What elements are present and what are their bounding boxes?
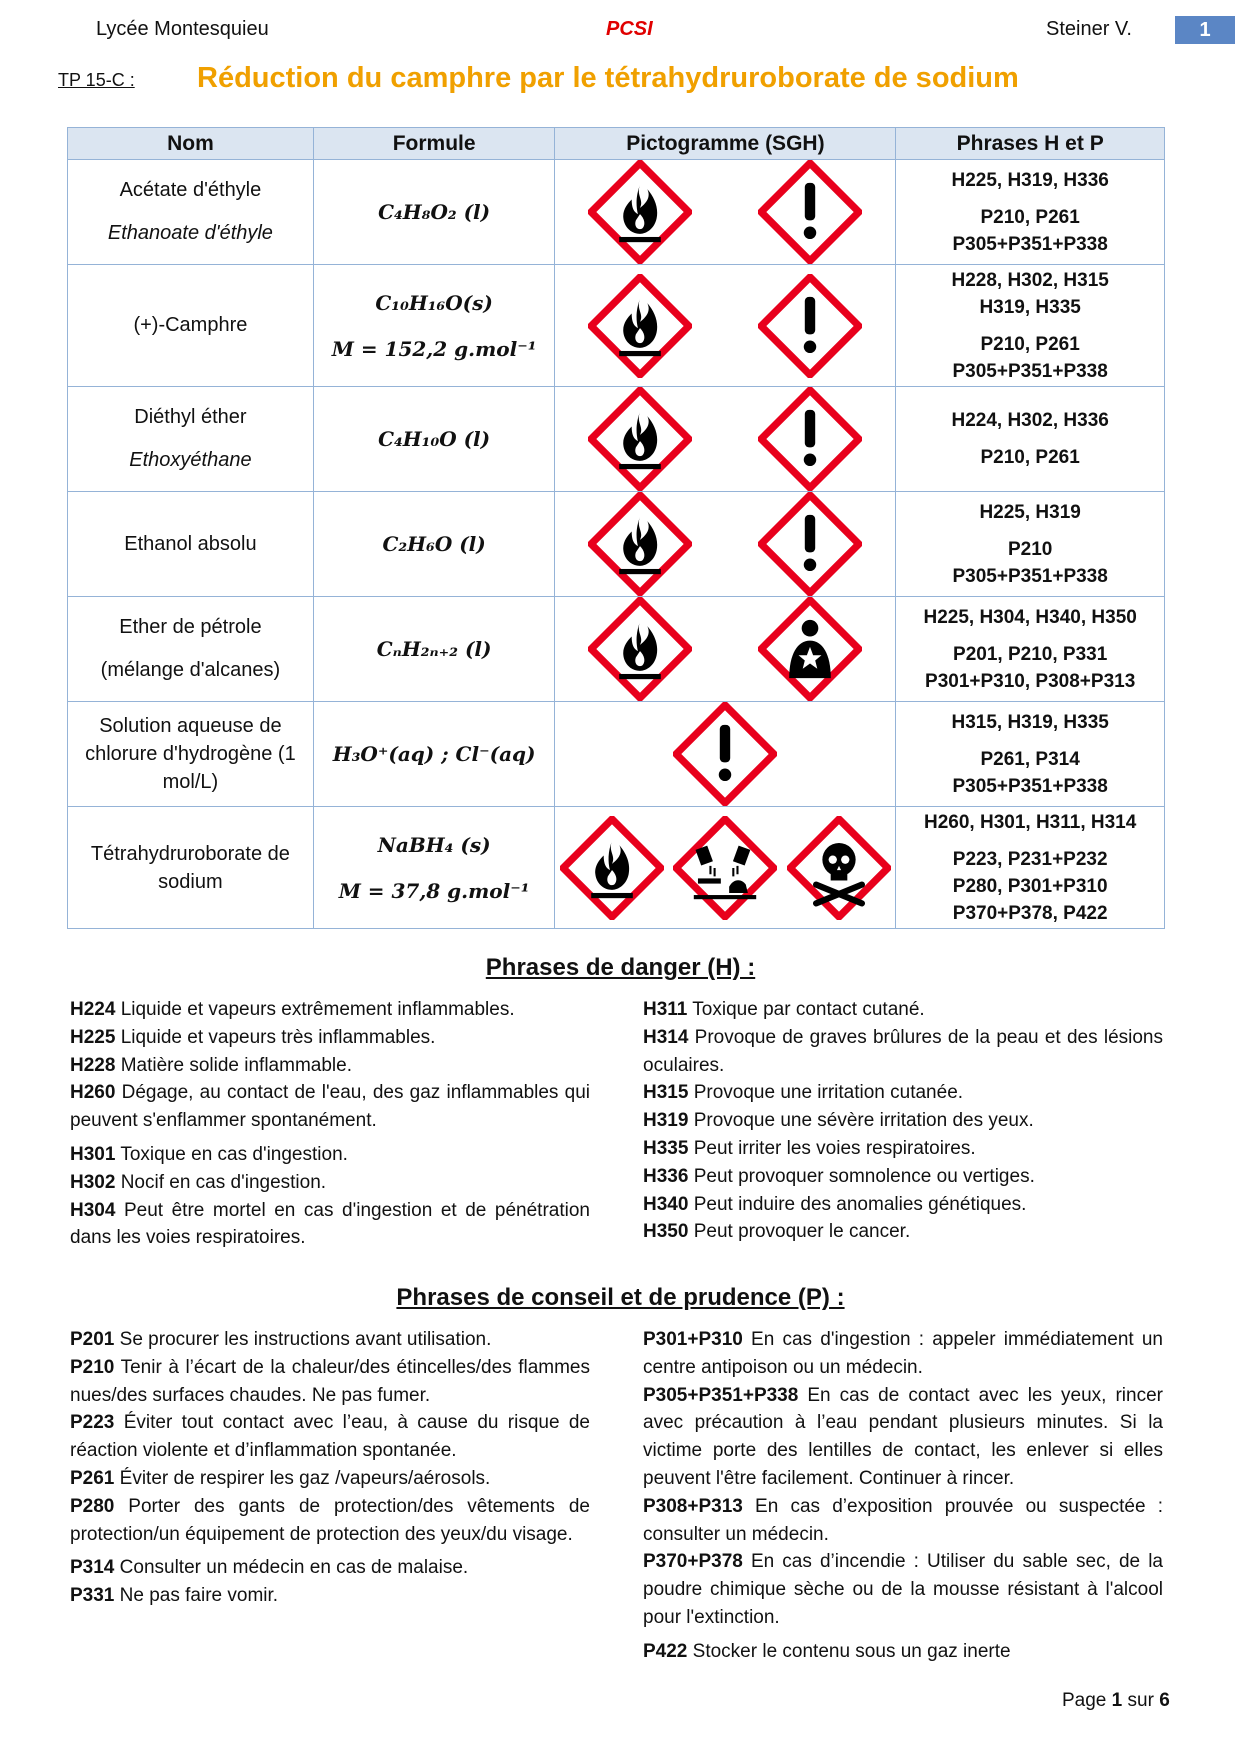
flame-icon xyxy=(588,274,692,378)
p-phrases: P370+P378, P422 xyxy=(952,902,1108,924)
phrase-item xyxy=(643,1218,1163,1246)
phrase-code: H336 xyxy=(643,1165,689,1187)
h-phrases: H225, H304, H340, H350 xyxy=(923,606,1137,628)
formula-cell xyxy=(313,265,555,387)
phrase-code: H228 xyxy=(70,1054,116,1076)
phrase-code: P223 xyxy=(70,1412,115,1434)
phrase-code: P331 xyxy=(70,1585,115,1607)
phrase-text: En cas d’exposition prouvée ou suspectée : consulter un médecin. xyxy=(643,1495,1163,1545)
phrases-cell xyxy=(896,807,1165,929)
phrase-item xyxy=(70,1079,590,1135)
page-title: Réduction du camphre par le tétrahydruroborate de sodium xyxy=(197,62,1019,94)
table-row xyxy=(68,597,1165,702)
phrases-cell xyxy=(896,597,1165,702)
phrase-code: H304 xyxy=(70,1199,116,1221)
phrase-item xyxy=(643,1326,1163,1382)
exclamation-icon xyxy=(758,492,862,596)
h-phrases: H260, H301, H311, H314 xyxy=(924,811,1137,833)
phrase-code: P201 xyxy=(70,1329,115,1350)
phrase-item xyxy=(643,996,1163,1024)
phrase-code: P280 xyxy=(70,1495,115,1517)
phrase-code: H311 xyxy=(643,999,688,1020)
phrase-item xyxy=(643,1107,1163,1135)
phrase-code: P305+P351+P338 xyxy=(643,1384,799,1406)
page-footer xyxy=(1062,1690,1170,1712)
formula: C₁₀H₁₆O(s) xyxy=(375,290,493,315)
phrase-code: H224 xyxy=(70,999,116,1020)
table-row xyxy=(68,807,1165,929)
name-cell xyxy=(68,597,314,702)
formula: C₂H₆O (l) xyxy=(382,532,486,556)
compound-name: Diéthyl éther xyxy=(134,406,247,428)
flame-icon xyxy=(588,387,692,491)
phrase-text: Peut induire des anomalies génétiques. xyxy=(688,1193,1027,1215)
phrase-code: H260 xyxy=(70,1082,116,1104)
phrase-text: Consulter un médecin en cas de malaise. xyxy=(114,1557,469,1579)
p-phrases: P210, P261 xyxy=(980,206,1080,228)
formula: CₙH₂ₙ₊₂ (l) xyxy=(376,637,492,661)
phrase-code: P314 xyxy=(70,1557,115,1579)
p-phrases: P305+P351+P338 xyxy=(952,360,1108,382)
footer-prefix: Page xyxy=(1062,1690,1112,1711)
p-phrases: P280, P301+P310 xyxy=(952,875,1108,897)
formula-cell xyxy=(313,387,555,492)
phrase-item xyxy=(70,1409,590,1465)
table-row xyxy=(68,265,1165,387)
flame-icon xyxy=(588,160,692,264)
pictogram-cell xyxy=(555,807,896,929)
phrase-code: H319 xyxy=(643,1110,689,1132)
exclamation-icon xyxy=(758,387,862,491)
phrase-text: Stocker le contenu sous un gaz inerte xyxy=(687,1640,1011,1662)
phrase-item xyxy=(70,1169,590,1197)
danger-left-column xyxy=(70,996,590,1252)
footer-mid: sur xyxy=(1122,1690,1160,1711)
flame-icon xyxy=(588,597,692,701)
phrase-text: Se procurer les instructions avant utilisation. xyxy=(114,1329,492,1350)
compound-name: Ethanol absolu xyxy=(124,532,257,555)
h-phrases: H315, H319, H335 xyxy=(951,711,1109,733)
p-phrases: P305+P351+P338 xyxy=(952,775,1108,797)
formula: C₄H₁₀O (l) xyxy=(378,427,491,451)
p-phrases: P301+P310, P308+P313 xyxy=(925,670,1136,692)
phrase-text: Peut provoquer somnolence ou vertiges. xyxy=(688,1165,1035,1187)
phrases-cell xyxy=(896,387,1165,492)
molar-mass: M = 37,8 g.mol⁻¹ xyxy=(338,878,530,903)
header-nom: Nom xyxy=(68,128,314,160)
formula-cell xyxy=(313,160,555,265)
phrase-code: H301 xyxy=(70,1143,116,1165)
name-cell xyxy=(68,702,314,807)
flame-icon xyxy=(588,492,692,596)
name-cell xyxy=(68,265,314,387)
p-phrases: P305+P351+P338 xyxy=(952,233,1108,255)
header-pictogramme: Pictogramme (SGH) xyxy=(555,128,896,160)
compound-name: Acétate d'éthyle xyxy=(119,179,262,201)
formula-cell xyxy=(313,807,555,929)
danger-right-column xyxy=(643,996,1163,1246)
phrase-item xyxy=(70,1465,590,1493)
phrase-code: P422 xyxy=(643,1640,688,1662)
p-phrases: P223, P231+P232 xyxy=(952,848,1108,870)
h-phrases: H225, H319, H336 xyxy=(951,169,1109,191)
phrase-text: Tenir à l’écart de la chaleur/des étincelles/des flammes nues/des surfaces chaudes. Ne pas fumer. xyxy=(70,1356,590,1406)
phrase-item xyxy=(70,1554,590,1582)
flame-icon xyxy=(560,816,664,920)
phrase-code: H340 xyxy=(643,1193,689,1215)
pictogram-cell xyxy=(555,265,896,387)
name-cell xyxy=(68,160,314,265)
phrase-code: H314 xyxy=(643,1026,689,1048)
name-cell xyxy=(68,807,314,929)
phrase-text: En cas de contact avec les yeux, rincer avec précaution à l’eau pendant plusieurs minutes. Si la victime porte des lentilles de contact, les enlever si elles peuvent l'être facilement. Continuer à rincer. xyxy=(643,1384,1163,1489)
exclamation-icon xyxy=(673,702,777,806)
formula: H₃O⁺(aq) ; Cl⁻(aq) xyxy=(332,742,536,766)
p-phrases: P201, P210, P331 xyxy=(953,643,1108,665)
phrase-text: Liquide et vapeurs extrêmement inflammables. xyxy=(115,999,515,1020)
compound-name: Tétrahydruroborate de sodium xyxy=(90,842,290,893)
advice-left-column xyxy=(70,1326,590,1610)
table-row xyxy=(68,702,1165,807)
phrases-cell xyxy=(896,492,1165,597)
phrase-code: H225 xyxy=(70,1026,116,1048)
h-phrases: H225, H319 xyxy=(979,501,1081,523)
phrase-item xyxy=(70,1354,590,1410)
formula: C₄H₈O₂ (l) xyxy=(378,200,491,224)
phrase-item xyxy=(643,1163,1163,1191)
phrase-text: Peut irriter les voies respiratoires. xyxy=(688,1137,976,1159)
compound-alt-name: (mélange d'alcanes) xyxy=(100,659,281,681)
phrase-code: P370+P378 xyxy=(643,1551,743,1573)
phrase-text: Nocif en cas d'ingestion. xyxy=(115,1171,327,1193)
safety-table xyxy=(67,127,1165,929)
phrases-cell xyxy=(896,702,1165,807)
danger-section-title: Phrases de danger (H) : xyxy=(485,954,756,981)
phrase-code: H335 xyxy=(643,1137,689,1159)
phrase-text: Matière solide inflammable. xyxy=(115,1054,352,1076)
phrase-text: Peut être mortel en cas d'ingestion et de pénétration dans les voies respiratoires. xyxy=(70,1199,590,1249)
table-row xyxy=(68,387,1165,492)
phrase-item xyxy=(643,1191,1163,1219)
phrase-text: En cas d'ingestion : appeler immédiatement un centre antipoison ou un médecin. xyxy=(643,1329,1163,1378)
tp-label: TP 15-C : xyxy=(58,70,135,90)
table-row xyxy=(68,160,1165,265)
header-author: Steiner V. xyxy=(1046,18,1132,40)
phrase-text: Éviter de respirer les gaz /vapeurs/aérosols. xyxy=(114,1467,491,1489)
formula-cell xyxy=(313,597,555,702)
p-phrases: P210, P261 xyxy=(980,333,1080,355)
formula-cell xyxy=(313,702,555,807)
phrase-item xyxy=(70,1024,590,1052)
molar-mass: M = 152,2 g.mol⁻¹ xyxy=(331,336,537,361)
compound-alt-name: Ethoxyéthane xyxy=(129,449,252,471)
exclamation-icon xyxy=(758,274,862,378)
compound-name: Ether de pétrole xyxy=(119,616,262,638)
table-header-row xyxy=(68,128,1165,160)
advice-section-title: Phrases de conseil et de prudence (P) : xyxy=(396,1284,845,1311)
h-phrases: H228, H302, H315 H319, H335 xyxy=(951,269,1109,318)
advice-right-column xyxy=(643,1326,1163,1666)
phrase-item xyxy=(70,1582,590,1610)
phrase-code: H350 xyxy=(643,1221,689,1243)
phrase-code: P261 xyxy=(70,1467,115,1489)
phrase-text: Peut provoquer le cancer. xyxy=(688,1221,911,1243)
phrase-item xyxy=(643,1135,1163,1163)
health-hazard-icon xyxy=(758,597,862,701)
page-number-badge: 1 xyxy=(1175,16,1235,44)
phrase-text: Éviter tout contact avec l’eau, à cause du risque de réaction violente et d’inflammation spontanée. xyxy=(70,1412,590,1462)
phrase-item xyxy=(643,1024,1163,1080)
phrase-text: Toxique par contact cutané. xyxy=(687,999,925,1020)
header-formule: Formule xyxy=(313,128,555,160)
phrase-code: P210 xyxy=(70,1356,115,1378)
p-phrases: P210 xyxy=(1007,538,1053,560)
table-row xyxy=(68,492,1165,597)
phrase-text: Dégage, au contact de l'eau, des gaz inflammables qui peuvent s'enflammer spontanément. xyxy=(70,1082,590,1132)
compound-name: Solution aqueuse de chlorure d'hydrogène (1 mol/L) xyxy=(85,715,296,793)
phrase-item xyxy=(643,1382,1163,1493)
phrase-item xyxy=(70,1052,590,1080)
h-phrases: H224, H302, H336 xyxy=(951,410,1109,431)
pictogram-cell xyxy=(555,597,896,702)
footer-total-pages: 6 xyxy=(1159,1690,1170,1711)
phrase-code: P308+P313 xyxy=(643,1495,743,1517)
pictogram-cell xyxy=(555,702,896,807)
header-phrases: Phrases H et P xyxy=(896,128,1165,160)
phrase-code: H315 xyxy=(643,1082,689,1104)
pictogram-cell xyxy=(555,492,896,597)
phrase-text: Ne pas faire vomir. xyxy=(114,1585,279,1607)
phrase-item xyxy=(643,1638,1163,1666)
skull-icon xyxy=(787,816,891,920)
phrase-item xyxy=(643,1079,1163,1107)
compound-alt-name: Ethanoate d'éthyle xyxy=(107,222,273,244)
formula-cell xyxy=(313,492,555,597)
phrase-text: Provoque une irritation cutanée. xyxy=(688,1082,964,1104)
phrase-item xyxy=(643,1548,1163,1631)
phrase-item xyxy=(70,1493,590,1549)
phrase-item xyxy=(643,1493,1163,1549)
phrase-code: H302 xyxy=(70,1171,116,1193)
phrase-text: Provoque de graves brûlures de la peau et des lésions oculaires. xyxy=(643,1026,1163,1076)
compound-name: (+)-Camphre xyxy=(133,314,248,336)
phrases-cell xyxy=(896,160,1165,265)
phrase-text: Provoque une sévère irritation des yeux. xyxy=(688,1110,1034,1132)
phrase-code: P301+P310 xyxy=(643,1329,743,1350)
p-phrases: P305+P351+P338 xyxy=(952,565,1108,587)
exclamation-icon xyxy=(758,160,862,264)
name-cell xyxy=(68,492,314,597)
footer-current-page: 1 xyxy=(1111,1690,1123,1711)
phrase-text: Liquide et vapeurs très inflammables. xyxy=(115,1026,436,1048)
corrosion-icon xyxy=(673,816,777,920)
header-school: Lycée Montesquieu xyxy=(96,18,269,40)
p-phrases: P261, P314 xyxy=(980,748,1080,770)
pictogram-cell xyxy=(555,160,896,265)
phrase-item xyxy=(70,996,590,1024)
phrase-text: Porter des gants de protection/des vêtements de protection/un équipement de protection des yeux/du visage. xyxy=(70,1495,590,1545)
formula: NaBH₄ (s) xyxy=(377,832,491,857)
name-cell xyxy=(68,387,314,492)
phrase-text: En cas d’incendie : Utiliser du sable sec, de la poudre chimique sèche ou de la mousse résistant à l'alcool pour l'extinction. xyxy=(643,1551,1163,1628)
phrase-item xyxy=(70,1141,590,1169)
phrase-item xyxy=(70,1326,590,1354)
phrases-cell xyxy=(896,265,1165,387)
phrase-item xyxy=(70,1197,590,1253)
phrase-text: Toxique en cas d'ingestion. xyxy=(115,1143,348,1165)
pictogram-cell xyxy=(555,387,896,492)
header-class: PCSI xyxy=(606,18,653,40)
p-phrases: P210, P261 xyxy=(980,447,1080,468)
